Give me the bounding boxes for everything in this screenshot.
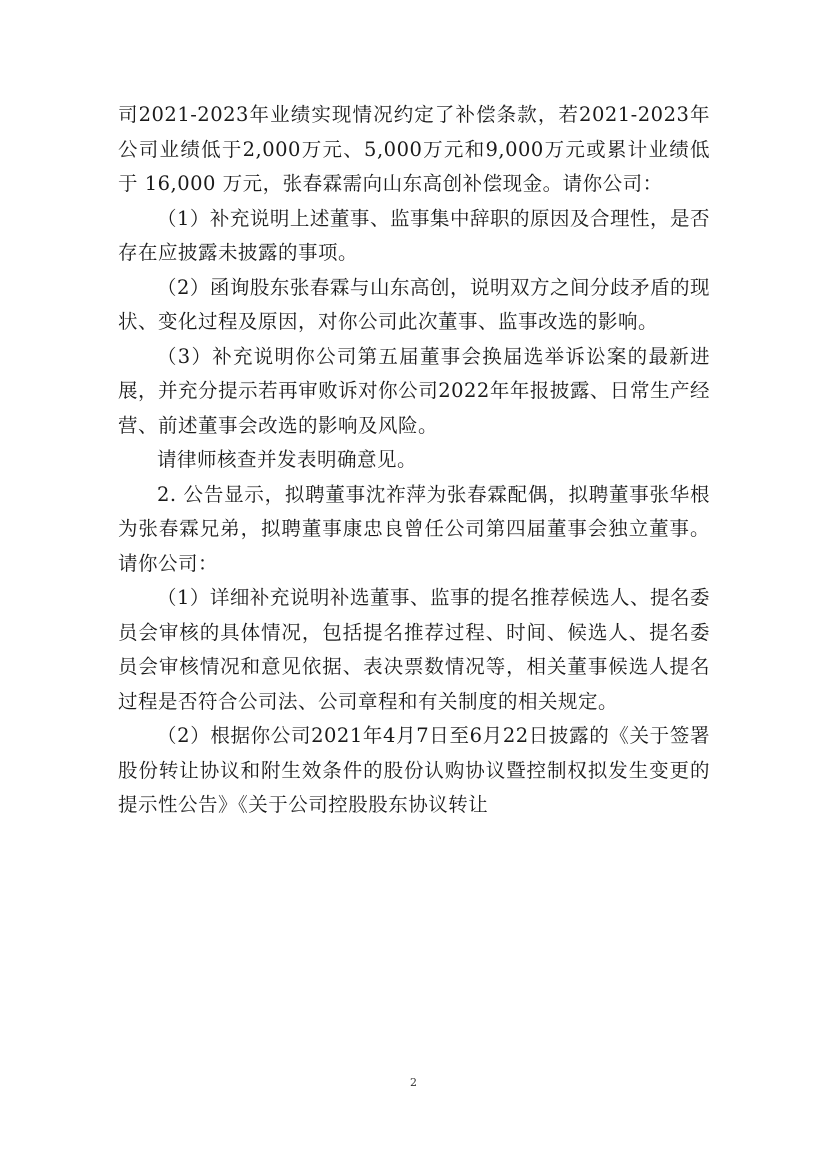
paragraph-item-1-nomination: （1）详细补充说明补选董事、监事的提名推荐候选人、提名委员会审核的具体情况，包括提名推荐过程、时间、候选人、提名委员会审核情况和意见依据、表决票数情况等，相关董事候选人提名过程是否符合公司法、公司章程和有关制度的相关规定。: [118, 586, 710, 713]
paragraph-item-2-disclosure: （2）根据你公司2021年4月7日至6月22日披露的《关于签署股份转让协议和附生效条件的股份认购协议暨控制权拟发生变更的提示性公告》《关于公司控股股东协议转让: [118, 724, 710, 816]
paragraph-compensation-clause: 司2021-2023年业绩实现情况约定了补偿条款，若2021-2023年公司业绩低于2,000万元、5,000万元和9,000万元或累计业绩低于 16,000 万元，张春霖需向山东高创补偿现金。请你公司：: [118, 103, 710, 195]
paragraph-lawyer-opinion: 请律师核查并发表明确意见。: [157, 448, 418, 471]
paragraph-item-2-shareholder-inquiry: （2）函询股东张春霖与山东高创，说明双方之间分歧矛盾的现状、变化过程及原因，对你公司此次董事、监事改选的影响。: [118, 275, 710, 333]
paragraph-item-1-resignation: （1）补充说明上述董事、监事集中辞职的原因及合理性，是否存在应披露未披露的事项。: [118, 206, 710, 264]
paragraph-section-2-announcement: 2. 公告显示，拟聘董事沈祚萍为张春霖配偶，拟聘董事张华根为张春霖兄弟，拟聘董事康忠良曾任公司第四届董事会独立董事。请你公司：: [118, 482, 710, 575]
page-number: 2: [410, 1076, 417, 1089]
paragraph-item-3-lawsuit-progress: （3）补充说明你公司第五届董事会换届选举诉讼案的最新进展，并充分提示若再审败诉对你公司2022年年报披露、日常生产经营、前述董事会改选的影响及风险。: [118, 344, 710, 437]
document-body: [118, 98, 710, 823]
